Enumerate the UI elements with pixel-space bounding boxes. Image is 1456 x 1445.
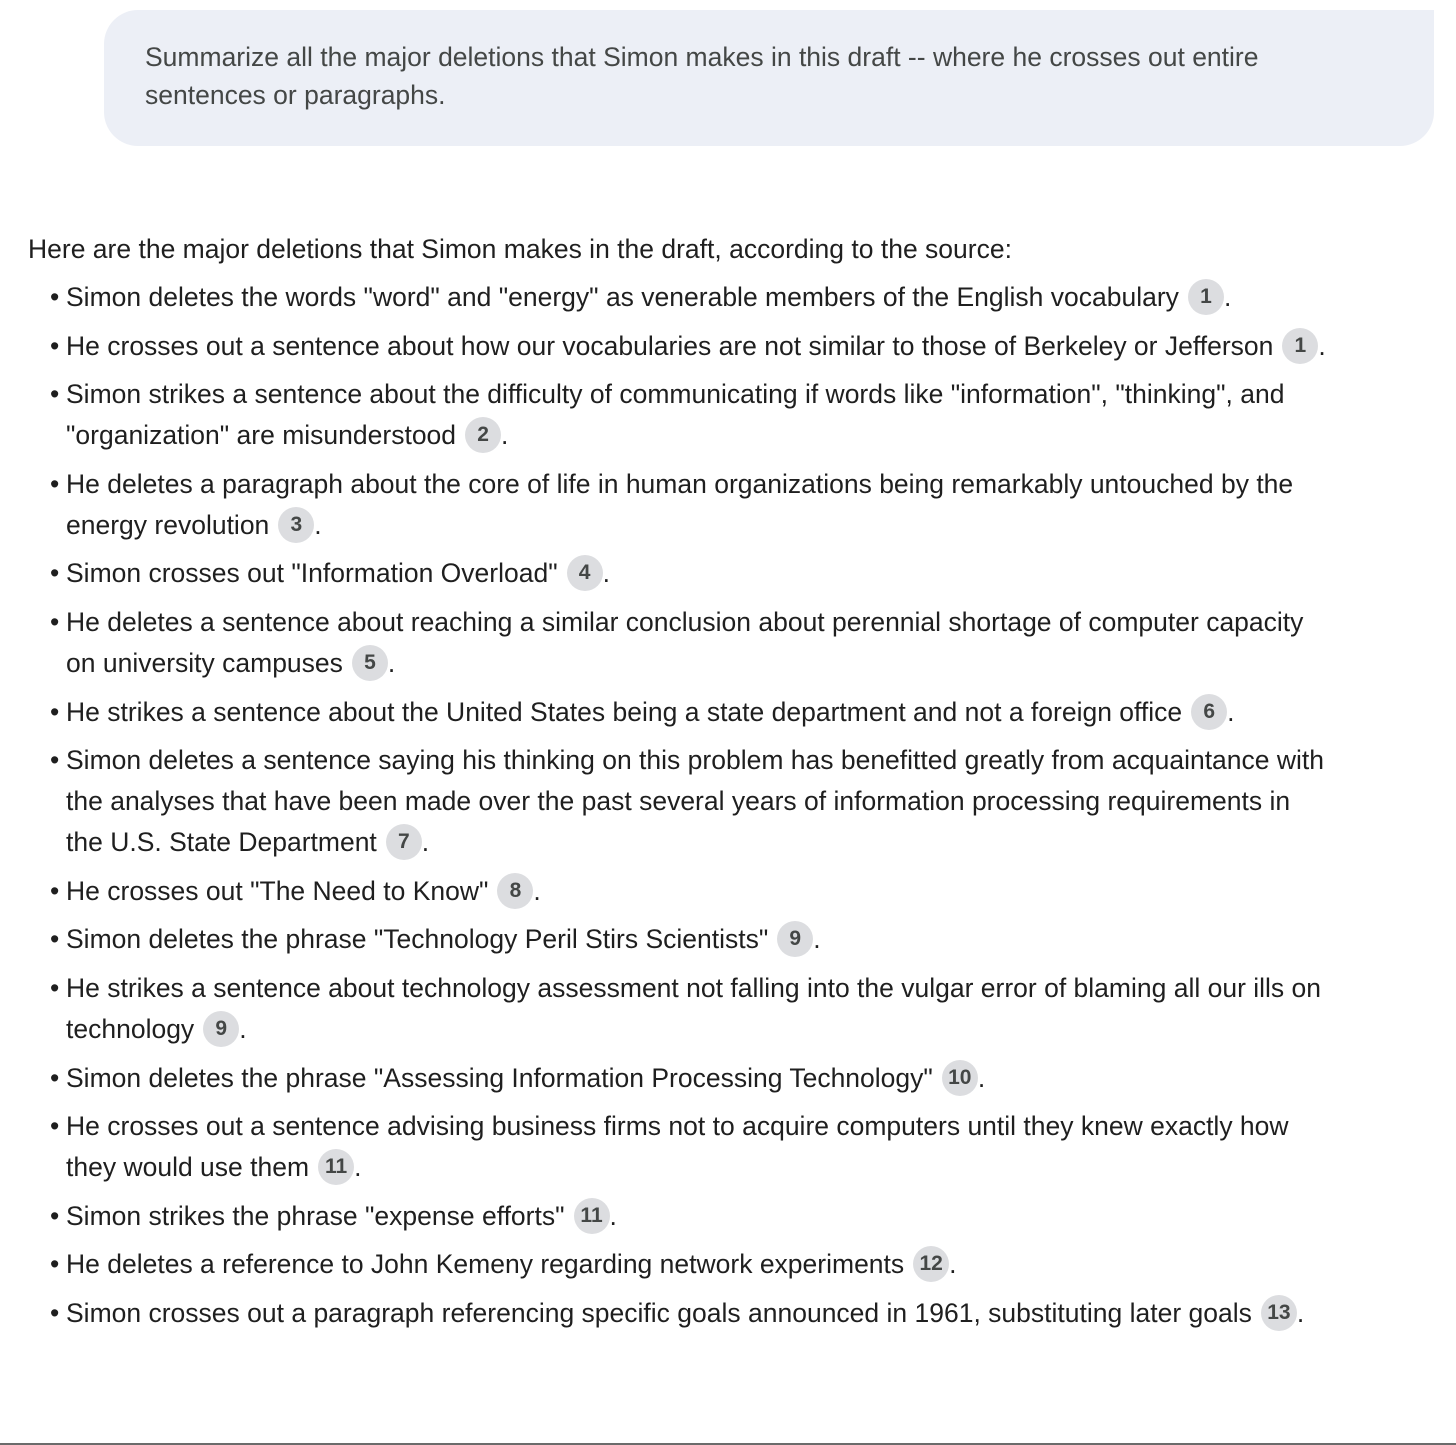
list-item-period: .: [421, 827, 430, 858]
response-intro: Here are the major deletions that Simon makes in the draft, according to the source:: [28, 234, 1012, 264]
list-item: [28, 602, 1328, 684]
list-item-period: .: [949, 1249, 957, 1280]
list-item-text: He strikes a sentence about the United States being a state department and not a foreign office: [66, 696, 1183, 727]
list-item: [28, 968, 1328, 1050]
list-item: [28, 374, 1328, 456]
citation-chip[interactable]: 2: [465, 417, 501, 453]
list-item: [28, 871, 1328, 912]
list-item: [28, 1058, 1328, 1099]
citation-chip[interactable]: 3: [278, 507, 314, 543]
citation-chip[interactable]: 1: [1282, 328, 1318, 364]
citation-chip[interactable]: 5: [352, 645, 388, 681]
list-item-period: .: [813, 924, 821, 955]
list-item-period: .: [609, 1200, 617, 1231]
list-item: [28, 1106, 1328, 1188]
list-item-text: He deletes a paragraph about the core of life in human organizations being remarkably untouched by the energy revolution: [66, 468, 1294, 540]
list-item-text: He strikes a sentence about technology assessment not falling into the vulgar error of blaming all our ills on technology: [66, 972, 1322, 1044]
list-item: [28, 692, 1328, 733]
list-item: [28, 326, 1328, 367]
list-item-period: .: [501, 420, 509, 451]
model-response: [28, 229, 1328, 1342]
list-item-text: Simon strikes the phrase "expense efforts": [66, 1200, 565, 1231]
list-item-period: .: [977, 1062, 986, 1093]
citation-chip[interactable]: 9: [203, 1011, 239, 1047]
list-item: [28, 919, 1328, 960]
list-item-period: .: [1227, 696, 1235, 727]
list-item-period: .: [354, 1152, 362, 1183]
list-item: [28, 464, 1328, 546]
list-item: [28, 553, 1328, 594]
list-item: [28, 277, 1328, 318]
list-item-period: .: [1223, 282, 1232, 312]
list-item-period: .: [1296, 1297, 1305, 1328]
list-item: [28, 1196, 1328, 1237]
citation-chip[interactable]: 11: [574, 1198, 610, 1234]
list-item: [28, 1293, 1328, 1334]
citation-chip[interactable]: 1: [1188, 279, 1224, 315]
list-item-text: Simon crosses out a paragraph referencing specific goals announced in 1961, substituting later goals: [66, 1297, 1252, 1328]
list-item-text: He crosses out a sentence advising business firms not to acquire computers until they knew exactly how they would use them: [66, 1111, 1289, 1183]
list-item-text: Simon crosses out "Information Overload": [66, 558, 558, 589]
citation-chip[interactable]: 10: [942, 1060, 978, 1096]
list-item-text: Simon deletes the phrase "Technology Peril Stirs Scientists": [66, 924, 769, 955]
citation-chip[interactable]: 4: [567, 555, 603, 591]
list-item-text: Simon deletes a sentence saying his thinking on this problem has benefitted greatly from acquaintance with the analyses that have been made over the past several years of information processing requirements in the U.S. State Department: [66, 745, 1325, 858]
list-item-period: .: [387, 647, 396, 678]
list-item-text: He deletes a reference to John Kemeny regarding network experiments: [66, 1249, 905, 1280]
list-item-text: He crosses out "The Need to Know": [66, 875, 489, 906]
list-item-period: .: [239, 1013, 247, 1044]
list-item-text: Simon deletes the phrase "Assessing Information Processing Technology": [66, 1062, 933, 1093]
citation-chip[interactable]: 13: [1261, 1295, 1297, 1331]
list-item-period: .: [602, 558, 610, 589]
deletions-list: [28, 277, 1328, 1334]
list-item-text: Simon deletes the words "word" and "energy" as venerable members of the English vocabulary: [66, 282, 1179, 312]
list-item: [28, 740, 1328, 863]
citation-chip[interactable]: 12: [913, 1246, 949, 1282]
user-prompt-bubble: [104, 10, 1434, 146]
list-item-text: Simon strikes a sentence about the difficulty of communicating if words like "information", "thinking", and "organization" are misunderstood: [66, 379, 1285, 451]
list-item-period: .: [314, 509, 322, 540]
list-item-text: He crosses out a sentence about how our vocabularies are not similar to those of Berkeley or Jefferson: [66, 330, 1274, 361]
list-item: [28, 1244, 1328, 1285]
list-item-text: He deletes a sentence about reaching a similar conclusion about perennial shortage of computer capacity on university campuses: [66, 606, 1304, 678]
citation-chip[interactable]: 7: [386, 824, 422, 860]
citation-chip[interactable]: 8: [497, 873, 533, 909]
citation-chip[interactable]: 9: [777, 921, 813, 957]
user-prompt-text: Summarize all the major deletions that Simon makes in this draft -- where he crosses out entire sentences or paragraphs.: [145, 42, 1259, 110]
citation-chip[interactable]: 6: [1191, 694, 1227, 730]
list-item-period: .: [1318, 330, 1326, 361]
citation-chip[interactable]: 11: [318, 1149, 354, 1185]
list-item-period: .: [533, 875, 541, 906]
